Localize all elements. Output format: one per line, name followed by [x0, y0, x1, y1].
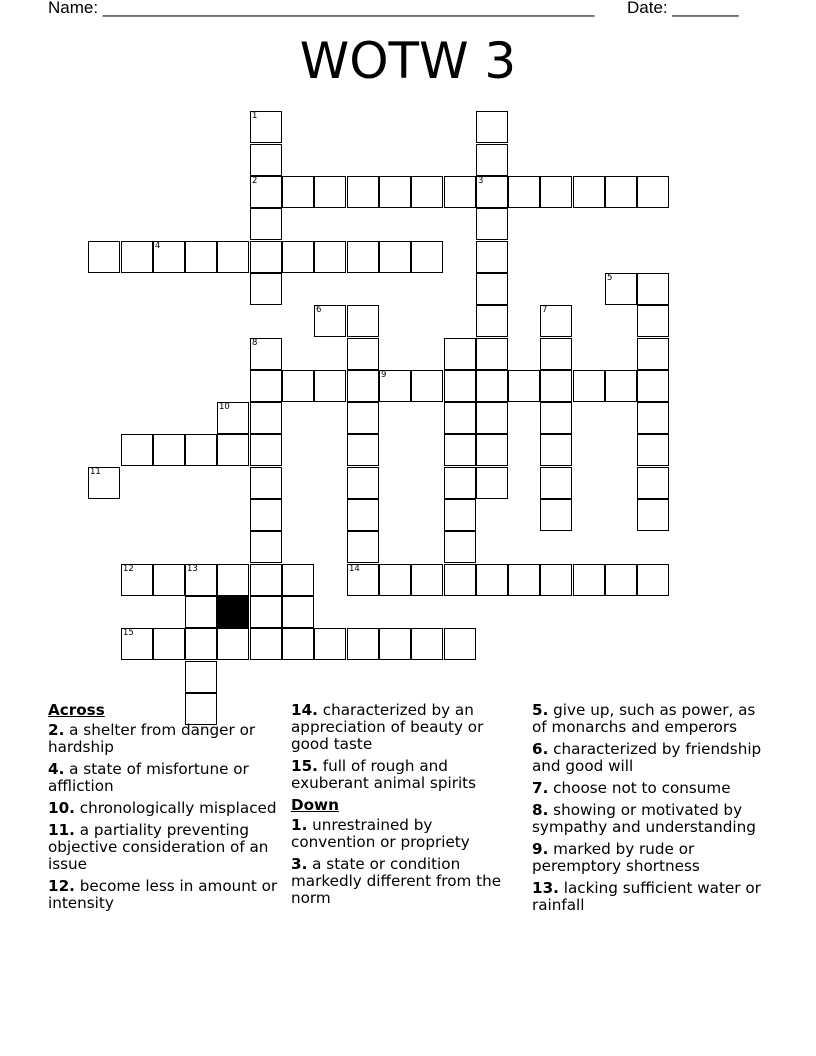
- grid-cell[interactable]: [282, 176, 314, 208]
- clue-text: a shelter from danger or hardship: [48, 721, 256, 756]
- grid-cell[interactable]: [379, 241, 411, 273]
- grid-cell[interactable]: [444, 499, 476, 531]
- grid-cell[interactable]: [282, 241, 314, 273]
- grid-cell[interactable]: [444, 531, 476, 563]
- grid-cell[interactable]: [347, 531, 379, 563]
- grid-cell[interactable]: [250, 338, 282, 370]
- grid-cell[interactable]: [250, 144, 282, 176]
- grid-cell[interactable]: [250, 402, 282, 434]
- clue-item: [291, 817, 521, 851]
- grid-cell[interactable]: [282, 628, 314, 660]
- grid-cell[interactable]: [573, 370, 605, 402]
- clue-text: a state of misfortune or affliction: [48, 760, 249, 795]
- grid-cell[interactable]: [282, 564, 314, 596]
- grid-cell[interactable]: [637, 499, 669, 531]
- grid-cell[interactable]: [347, 176, 379, 208]
- grid-cell[interactable]: [540, 305, 572, 337]
- grid-cell[interactable]: [411, 628, 443, 660]
- grid-cell[interactable]: [217, 628, 249, 660]
- grid-cell[interactable]: [250, 531, 282, 563]
- grid-cell[interactable]: [508, 370, 540, 402]
- grid-cell[interactable]: [250, 467, 282, 499]
- grid-cell[interactable]: [476, 111, 508, 143]
- grid-cell[interactable]: [153, 241, 185, 273]
- date-field-label: Date: _______: [627, 0, 739, 17]
- grid-cell[interactable]: [347, 241, 379, 273]
- grid-cell[interactable]: [411, 241, 443, 273]
- clue-item: [532, 741, 762, 775]
- grid-cell[interactable]: [444, 402, 476, 434]
- grid-cell[interactable]: [250, 499, 282, 531]
- grid-cell[interactable]: [250, 176, 282, 208]
- grid-cell[interactable]: [573, 176, 605, 208]
- grid-cell[interactable]: [185, 661, 217, 693]
- grid-cell[interactable]: [379, 370, 411, 402]
- clue-number-12: 12: [123, 564, 134, 574]
- grid-cell[interactable]: [347, 305, 379, 337]
- grid-cell[interactable]: [444, 176, 476, 208]
- grid-cell[interactable]: [250, 434, 282, 466]
- grid-cell[interactable]: [444, 370, 476, 402]
- clue-number-15: 15: [123, 628, 134, 638]
- grid-cell[interactable]: [540, 338, 572, 370]
- grid-cell[interactable]: [185, 628, 217, 660]
- clue-item: [291, 856, 521, 907]
- clue-number: 9.: [532, 840, 549, 858]
- clue-text: lacking sufficient water or rainfall: [532, 879, 761, 914]
- grid-cell[interactable]: [476, 273, 508, 305]
- grid-cell[interactable]: [476, 305, 508, 337]
- clue-item: [48, 800, 278, 817]
- name-field-label: Name: ____________________________________________________: [48, 0, 595, 17]
- clue-item: [48, 822, 278, 873]
- grid-cell[interactable]: [347, 628, 379, 660]
- grid-cell[interactable]: [540, 176, 572, 208]
- clues-column-1: [48, 702, 278, 917]
- grid-cell[interactable]: [540, 402, 572, 434]
- clue-text: give up, such as power, as of monarchs and emperors: [532, 701, 756, 736]
- clue-item: [532, 802, 762, 836]
- clue-number-3: 3: [478, 176, 484, 186]
- clues-column-2: [291, 702, 521, 912]
- grid-cell[interactable]: [153, 564, 185, 596]
- grid-cell[interactable]: [347, 370, 379, 402]
- grid-cell[interactable]: [217, 434, 249, 466]
- grid-cell[interactable]: [476, 564, 508, 596]
- grid-cell[interactable]: [444, 338, 476, 370]
- clue-text: characterized by friendship and good will: [532, 740, 762, 775]
- grid-cell[interactable]: [637, 176, 669, 208]
- grid-cell[interactable]: [250, 208, 282, 240]
- grid-cell[interactable]: [508, 564, 540, 596]
- grid-cell[interactable]: [347, 402, 379, 434]
- grid-cell[interactable]: [153, 628, 185, 660]
- clue-number: 6.: [532, 740, 549, 758]
- grid-cell[interactable]: [476, 176, 508, 208]
- clue-number: 14.: [291, 701, 318, 719]
- grid-cell[interactable]: [605, 273, 637, 305]
- clue-number: 11.: [48, 821, 75, 839]
- grid-cell[interactable]: [637, 467, 669, 499]
- grid-cell[interactable]: [379, 628, 411, 660]
- grid-cell[interactable]: [540, 564, 572, 596]
- clue-number-14: 14: [349, 564, 360, 574]
- grid-cell[interactable]: [314, 628, 346, 660]
- grid-cell[interactable]: [250, 370, 282, 402]
- clue-number: 15.: [291, 757, 318, 775]
- across-heading: Across: [48, 701, 105, 719]
- grid-cell[interactable]: [250, 241, 282, 273]
- clue-number: 7.: [532, 779, 549, 797]
- clue-number-11: 11: [90, 467, 101, 477]
- clue-number: 8.: [532, 801, 549, 819]
- clue-item: [48, 761, 278, 795]
- grid-cell[interactable]: [540, 370, 572, 402]
- clue-text: full of rough and exuberant animal spirits: [291, 757, 477, 792]
- clue-number: 10.: [48, 799, 75, 817]
- clue-number: 12.: [48, 877, 75, 895]
- clue-number-10: 10: [219, 402, 230, 412]
- clue-number-6: 6: [316, 305, 322, 315]
- grid-cell[interactable]: [444, 564, 476, 596]
- grid-cell[interactable]: [153, 434, 185, 466]
- grid-cell[interactable]: [379, 176, 411, 208]
- grid-cell[interactable]: [540, 499, 572, 531]
- grid-cell[interactable]: [250, 273, 282, 305]
- grid-cell[interactable]: [250, 111, 282, 143]
- grid-cell[interactable]: [314, 241, 346, 273]
- grid-cell[interactable]: [476, 434, 508, 466]
- clue-text: characterized by an appreciation of beauty or good taste: [291, 701, 484, 753]
- grid-cell[interactable]: [121, 628, 153, 660]
- clues-column-3: [532, 702, 762, 919]
- grid-cell[interactable]: [250, 628, 282, 660]
- grid-cell[interactable]: [637, 564, 669, 596]
- clue-number-8: 8: [252, 338, 258, 348]
- grid-cell[interactable]: [637, 338, 669, 370]
- grid-cell[interactable]: [605, 564, 637, 596]
- clue-number-2: 2: [252, 176, 258, 186]
- clue-text: chronologically misplaced: [74, 799, 277, 817]
- clue-item: [532, 702, 762, 736]
- clue-text: a state or condition markedly different from the norm: [291, 855, 502, 907]
- clue-item: [532, 780, 762, 797]
- grid-cell[interactable]: [637, 305, 669, 337]
- clue-number-4: 4: [155, 241, 161, 251]
- grid-cell[interactable]: [605, 176, 637, 208]
- clue-number-1: 1: [252, 111, 258, 121]
- grid-cell[interactable]: [540, 467, 572, 499]
- grid-cell[interactable]: [250, 564, 282, 596]
- grid-cell[interactable]: [573, 564, 605, 596]
- grid-cell[interactable]: [476, 467, 508, 499]
- grid-cell[interactable]: [185, 596, 217, 628]
- clue-text: marked by rude or peremptory shortness: [532, 840, 700, 875]
- page-title: WOTW 3: [299, 32, 517, 90]
- grid-cell[interactable]: [185, 434, 217, 466]
- clue-item: [48, 878, 278, 912]
- clue-text: showing or motivated by sympathy and understanding: [532, 801, 756, 836]
- clue-text: choose not to consume: [548, 779, 731, 797]
- grid-cell[interactable]: [347, 564, 379, 596]
- clue-number: 2.: [48, 721, 65, 739]
- grid-cell[interactable]: [121, 241, 153, 273]
- clue-number-7: 7: [542, 305, 548, 315]
- grid-cell[interactable]: [637, 434, 669, 466]
- grid-cell[interactable]: [444, 628, 476, 660]
- clue-number: 5.: [532, 701, 549, 719]
- clue-number: 4.: [48, 760, 65, 778]
- grid-cell[interactable]: [476, 144, 508, 176]
- clue-number: 3.: [291, 855, 308, 873]
- grid-cell[interactable]: [88, 467, 120, 499]
- clue-number: 1.: [291, 816, 308, 834]
- clue-number-13: 13: [187, 564, 198, 574]
- grid-cell[interactable]: [411, 564, 443, 596]
- grid-cell[interactable]: [217, 241, 249, 273]
- grid-cell[interactable]: [217, 564, 249, 596]
- grid-cell[interactable]: [347, 338, 379, 370]
- grid-cell[interactable]: [282, 370, 314, 402]
- grid-cell[interactable]: [347, 434, 379, 466]
- grid-cell[interactable]: [121, 434, 153, 466]
- clue-text: unrestrained by convention or propriety: [291, 816, 470, 851]
- grid-cell[interactable]: [637, 402, 669, 434]
- grid-cell[interactable]: [185, 241, 217, 273]
- grid-cell[interactable]: [88, 241, 120, 273]
- grid-cell[interactable]: [347, 467, 379, 499]
- clue-item: [48, 722, 278, 756]
- clue-number-5: 5: [607, 273, 613, 283]
- grid-cell[interactable]: [540, 434, 572, 466]
- grid-cell[interactable]: [250, 596, 282, 628]
- clue-item: [532, 841, 762, 875]
- grid-cell[interactable]: [444, 434, 476, 466]
- clue-item: [291, 758, 521, 792]
- grid-cell[interactable]: [347, 499, 379, 531]
- grid-cell[interactable]: [605, 370, 637, 402]
- grid-cell[interactable]: [314, 176, 346, 208]
- clue-text: a partiality preventing objective consideration of an issue: [48, 821, 269, 873]
- clue-number-9: 9: [381, 370, 387, 380]
- grid-cell[interactable]: [508, 176, 540, 208]
- down-heading: Down: [291, 796, 339, 814]
- grid-cell[interactable]: [476, 208, 508, 240]
- grid-cell[interactable]: [476, 402, 508, 434]
- grid-block: [217, 596, 249, 628]
- grid-cell[interactable]: [476, 338, 508, 370]
- grid-cell[interactable]: [411, 370, 443, 402]
- grid-cell[interactable]: [444, 467, 476, 499]
- grid-cell[interactable]: [476, 370, 508, 402]
- grid-cell[interactable]: [637, 273, 669, 305]
- grid-cell[interactable]: [217, 402, 249, 434]
- clue-item: [291, 702, 521, 753]
- clue-text: become less in amount or intensity: [48, 877, 278, 912]
- grid-cell[interactable]: [282, 596, 314, 628]
- grid-cell[interactable]: [314, 305, 346, 337]
- grid-cell[interactable]: [314, 370, 346, 402]
- grid-cell[interactable]: [476, 241, 508, 273]
- grid-cell[interactable]: [185, 564, 217, 596]
- grid-cell[interactable]: [411, 176, 443, 208]
- grid-cell[interactable]: [121, 564, 153, 596]
- clue-number: 13.: [532, 879, 559, 897]
- grid-cell[interactable]: [637, 370, 669, 402]
- clue-item: [532, 880, 762, 914]
- grid-cell[interactable]: [379, 564, 411, 596]
